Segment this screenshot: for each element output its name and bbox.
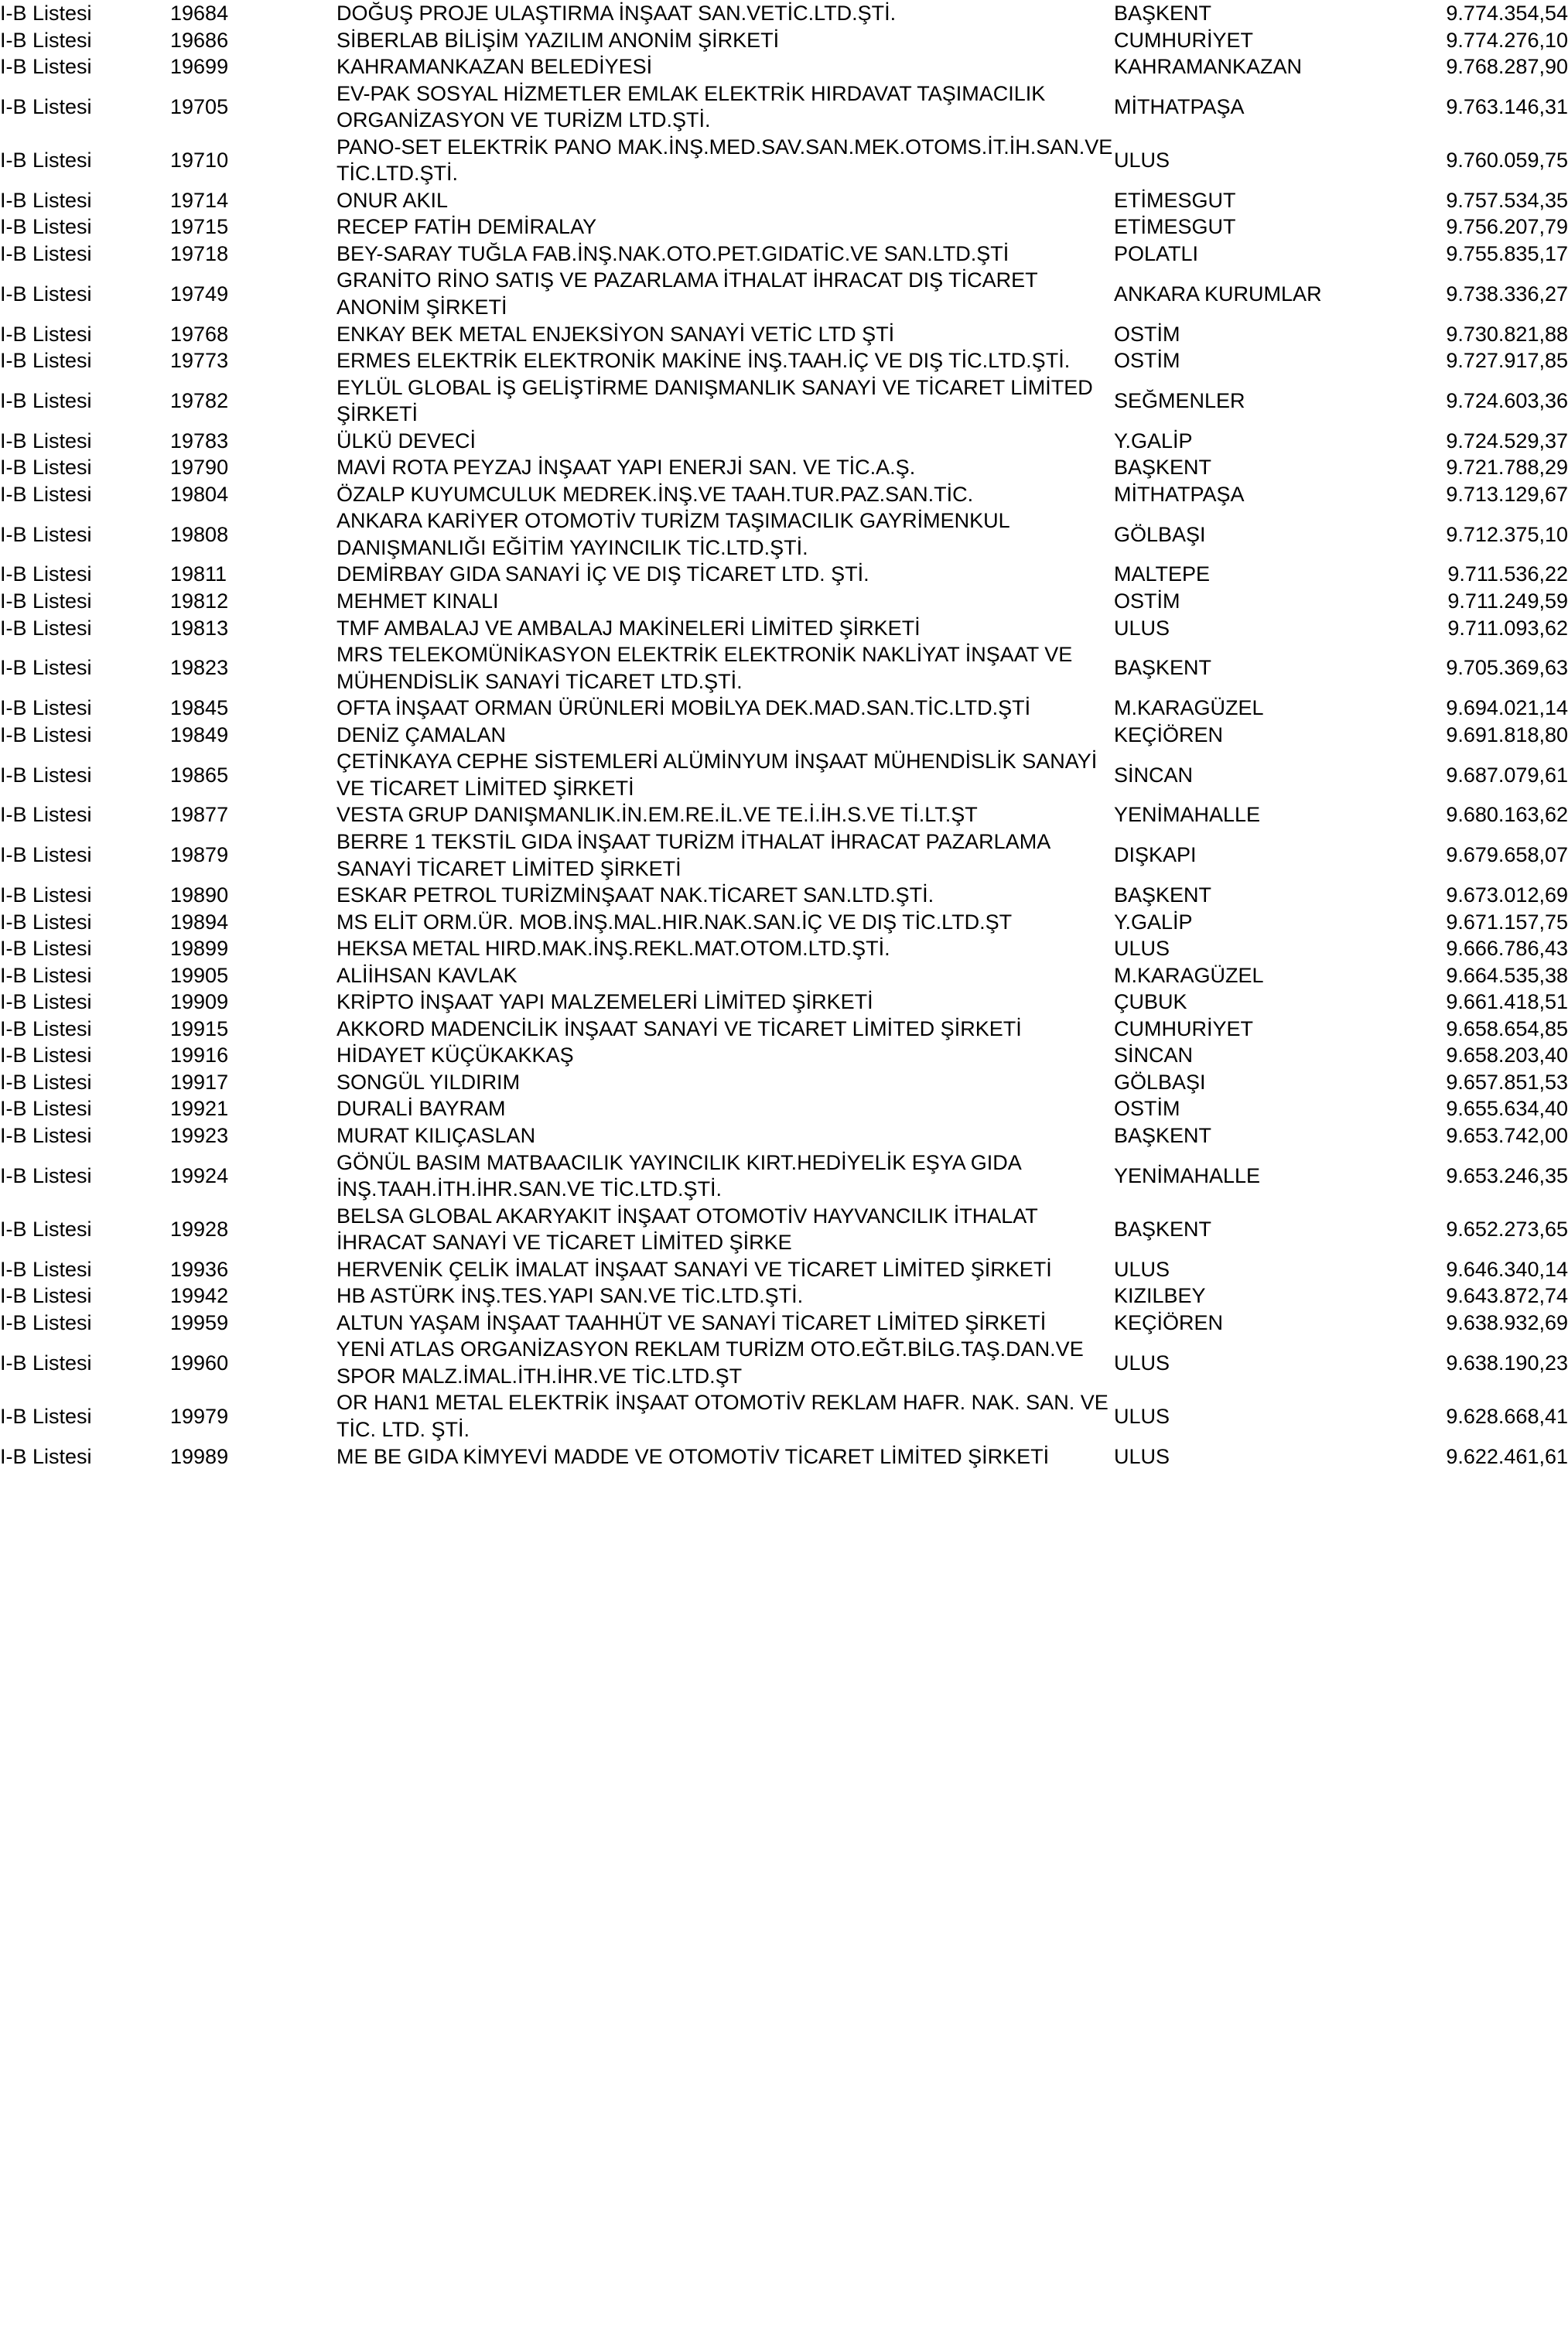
rank-cell: 19979 [170,1404,229,1428]
tax-office-cell: DIŞKAPI [1114,843,1197,867]
list-type-cell: I-B Listesi [0,1016,92,1040]
tax-office-cell: SİNCAN [1114,763,1194,787]
taxpayer-name-cell: DEMİRBAY GIDA SANAYİ İÇ VE DIŞ TİCARET LTD. ŞTİ. [336,562,869,586]
rank-cell: 19921 [170,1097,229,1121]
tax-office-cell: ÇUBUK [1114,990,1187,1014]
list-type-cell: I-B Listesi [0,910,92,934]
taxpayer-name-cell: MRS TELEKOMÜNİKASYON ELEKTRİK ELEKTRONİK NAKLİYAT İNŞAAT VE MÜHENDİSLİK SANAYİ TİCARET LTD.ŞTİ. [336,643,1073,693]
list-type-cell: I-B Listesi [0,94,92,118]
table-row [0,0,1568,27]
list-type-cell: I-B Listesi [0,322,92,346]
rank-cell: 19916 [170,1043,229,1067]
amount-cell: 9.768.287,90 [1446,55,1568,79]
list-type-cell: I-B Listesi [0,1351,92,1375]
taxpayer-name-cell: RECEP FATİH DEMİRALAY [336,215,597,239]
taxpayer-name-cell: MS ELİT ORM.ÜR. MOB.İNŞ.MAL.HIR.NAK.SAN.İÇ VE DIŞ TİC.LTD.ŞT [336,910,1013,934]
taxpayer-name-cell: ÇETİNKAYA CEPHE SİSTEMLERİ ALÜMİNYUM İNŞAAT MÜHENDİSLİK SANAYİ VE TİCARET LİMİTED ŞİRKETİ [336,750,1098,800]
tax-office-cell: KEÇİÖREN [1114,722,1224,746]
rank-cell: 19924 [170,1163,229,1187]
list-type-cell: I-B Listesi [0,589,92,613]
table-row [0,561,1568,588]
taxpayer-name-cell: OFTA İNŞAAT ORMAN ÜRÜNLERİ MOBİLYA DEK.MAD.SAN.TİC.LTD.ŞTİ [336,696,1031,720]
table-row [0,1149,1568,1203]
table-row [0,53,1568,80]
amount-cell: 9.724.603,36 [1446,388,1568,412]
list-type-cell: I-B Listesi [0,696,92,720]
list-type-cell: I-B Listesi [0,1070,92,1094]
taxpayer-name-cell: GRANİTO RİNO SATIŞ VE PAZARLAMA İTHALAT İHRACAT DIŞ TİCARET ANONİM ŞİRKETİ [336,268,1038,319]
taxpayer-name-cell: ERMES ELEKTRİK ELEKTRONİK MAKİNE İNŞ.TAAH.İÇ VE DIŞ TİC.LTD.ŞTİ. [336,349,1071,373]
amount-cell: 9.760.059,75 [1446,149,1568,172]
tax-office-cell: BAŞKENT [1114,456,1212,480]
taxpayer-name-cell: DOĞUŞ PROJE ULAŞTIRMA İNŞAAT SAN.VETİC.LTD.ŞTİ. [336,2,897,25]
table-row [0,347,1568,374]
tax-office-cell: ULUS [1114,1351,1170,1375]
list-type-cell: I-B Listesi [0,1284,92,1308]
list-type-cell: I-B Listesi [0,1043,92,1067]
list-type-cell: I-B Listesi [0,803,92,827]
tax-office-cell: OSTİM [1114,349,1180,373]
amount-cell: 9.757.534,35 [1446,188,1568,212]
tax-office-cell: BAŞKENT [1114,1217,1212,1241]
amount-cell: 9.721.788,29 [1446,456,1568,480]
rank-cell: 19686 [170,28,229,52]
tax-office-cell: ULUS [1114,616,1170,640]
taxpayer-name-cell: DENİZ ÇAMALAN [336,722,507,746]
table-row [0,374,1568,428]
taxpayer-name-cell: ONUR AKIL [336,188,449,212]
amount-cell: 9.658.654,85 [1446,1016,1568,1040]
table-row [0,962,1568,989]
tax-office-cell: M.KARAGÜZEL [1114,696,1264,720]
rank-cell: 19849 [170,722,229,746]
rank-cell: 19905 [170,963,229,987]
taxpayer-name-cell: MAVİ ROTA PEYZAJ İNŞAAT YAPI ENERJİ SAN. VE TİC.A.Ş. [336,456,916,480]
tax-office-cell: BAŞKENT [1114,2,1212,25]
taxpayer-name-cell: MEHMET KINALI [336,589,499,613]
taxpayer-name-cell: AKKORD MADENCİLİK İNŞAAT SANAYİ VE TİCARET LİMİTED ŞİRKETİ [336,1016,1022,1040]
table-row [0,989,1568,1016]
taxpayer-name-cell: PANO-SET ELEKTRİK PANO MAK.İNŞ.MED.SAV.SAN.MEK.OTOMS.İT.İH.SAN.VE TİC.LTD.ŞTİ. [336,135,1113,186]
tax-office-cell: GÖLBAŞI [1114,522,1206,546]
rank-cell: 19773 [170,349,229,373]
tax-office-cell: POLATLI [1114,241,1199,265]
amount-cell: 9.712.375,10 [1446,522,1568,546]
amount-cell: 9.730.821,88 [1446,322,1568,346]
table-row [0,641,1568,695]
tax-office-cell: M.KARAGÜZEL [1114,963,1264,987]
list-type-cell: I-B Listesi [0,522,92,546]
table-row [0,1310,1568,1337]
taxpayer-name-cell: ÖZALP KUYUMCULUK MEDREK.İNŞ.VE TAAH.TUR.PAZ.SAN.TİC. [336,482,974,506]
tax-office-cell: SİNCAN [1114,1043,1194,1067]
rank-cell: 19989 [170,1444,229,1468]
amount-cell: 9.652.273,65 [1446,1217,1568,1241]
tax-office-cell: MİTHATPAŞA [1114,482,1245,506]
tax-office-cell: ULUS [1114,1404,1170,1428]
rank-cell: 19923 [170,1123,229,1147]
table-row [0,1069,1568,1096]
table-row [0,1443,1568,1470]
list-type-cell: I-B Listesi [0,482,92,506]
taxpayer-name-cell: ÜLKÜ DEVECİ [336,429,477,453]
amount-cell: 9.666.786,43 [1446,937,1568,961]
table-row [0,1122,1568,1149]
tax-office-cell: KEÇİÖREN [1114,1310,1224,1334]
rank-cell: 19749 [170,282,229,306]
taxpayer-name-cell: OR HAN1 METAL ELEKTRİK İNŞAAT OTOMOTİV REKLAM HAFR. NAK. SAN. VE TİC. LTD. ŞTİ. [336,1391,1109,1441]
amount-cell: 9.705.369,63 [1446,656,1568,680]
tax-office-cell: OSTİM [1114,322,1180,346]
amount-cell: 9.658.203,40 [1446,1043,1568,1067]
amount-cell: 9.774.354,54 [1446,2,1568,25]
list-type-cell: I-B Listesi [0,188,92,212]
table-row [0,588,1568,615]
amount-cell: 9.727.917,85 [1446,349,1568,373]
amount-cell: 9.671.157,75 [1446,910,1568,934]
amount-cell: 9.711.249,59 [1447,589,1568,613]
taxpayer-name-cell: GÖNÜL BASIM MATBAACILIK YAYINCILIK KIRT.HEDİYELİK EŞYA GIDA İNŞ.TAAH.İTH.İHR.SAN.VE TİC.LTD.ŞTİ. [336,1150,1021,1201]
rank-cell: 19812 [170,589,229,613]
list-type-cell: I-B Listesi [0,241,92,265]
rank-cell: 19936 [170,1257,229,1281]
rank-cell: 19699 [170,55,229,79]
amount-cell: 9.638.932,69 [1446,1310,1568,1334]
amount-cell: 9.756.207,79 [1446,215,1568,239]
amount-cell: 9.643.872,74 [1446,1284,1568,1308]
list-type-cell: I-B Listesi [0,763,92,787]
list-type-cell: I-B Listesi [0,2,92,25]
table-row [0,241,1568,268]
taxpayer-name-cell: ENKAY BEK METAL ENJEKSİYON SANAYİ VETİC LTD ŞTİ [336,322,895,346]
tax-office-cell: YENİMAHALLE [1114,1163,1261,1187]
table-row [0,1389,1568,1443]
tax-office-cell: KAHRAMANKAZAN [1114,55,1303,79]
taxpayer-name-cell: DURALİ BAYRAM [336,1097,506,1121]
amount-cell: 9.655.634,40 [1446,1097,1568,1121]
table-row [0,80,1568,134]
amount-cell: 9.724.529,37 [1446,429,1568,453]
amount-cell: 9.638.190,23 [1446,1351,1568,1375]
tax-office-cell: ULUS [1114,149,1170,172]
list-type-cell: I-B Listesi [0,1163,92,1187]
taxpayer-name-cell: MURAT KILIÇASLAN [336,1123,536,1147]
tax-office-cell: MİTHATPAŞA [1114,94,1245,118]
table-row [0,1283,1568,1310]
taxpayer-name-cell: ALİİHSAN KAVLAK [336,963,518,987]
table-row [0,935,1568,962]
tax-office-cell: KIZILBEY [1114,1284,1206,1308]
tax-office-cell: BAŞKENT [1114,883,1212,907]
tax-office-cell: ETİMESGUT [1114,215,1236,239]
rank-cell: 19879 [170,843,229,867]
list-type-cell: I-B Listesi [0,843,92,867]
tax-office-cell: ETİMESGUT [1114,188,1236,212]
taxpayer-name-cell: ALTUN YAŞAM İNŞAAT TAAHHÜT VE SANAYİ TİCARET LİMİTED ŞİRKETİ [336,1310,1047,1334]
taxpayer-name-cell: HİDAYET KÜÇÜKAKKAŞ [336,1043,574,1067]
rank-cell: 19782 [170,388,229,412]
table-row [0,428,1568,455]
amount-cell: 9.774.276,10 [1446,28,1568,52]
table-row [0,909,1568,936]
table-row [0,748,1568,801]
amount-cell: 9.738.336,27 [1446,282,1568,306]
rank-cell: 19684 [170,2,229,25]
list-type-cell: I-B Listesi [0,883,92,907]
amount-cell: 9.657.851,53 [1446,1070,1568,1094]
tax-office-cell: OSTİM [1114,589,1180,613]
amount-cell: 9.713.129,67 [1446,482,1568,506]
tax-office-cell: MALTEPE [1114,562,1211,586]
amount-cell: 9.680.163,62 [1446,803,1568,827]
list-type-cell: I-B Listesi [0,1444,92,1468]
list-type-cell: I-B Listesi [0,429,92,453]
amount-cell: 9.687.079,61 [1446,763,1568,787]
amount-cell: 9.763.146,31 [1446,94,1568,118]
amount-cell: 9.646.340,14 [1446,1257,1568,1281]
amount-cell: 9.679.658,07 [1446,843,1568,867]
amount-cell: 9.653.246,35 [1446,1163,1568,1187]
table-row [0,1256,1568,1283]
taxpayer-name-cell: ME BE GIDA KİMYEVİ MADDE VE OTOMOTİV TİCARET LİMİTED ŞİRKETİ [336,1444,1050,1468]
tax-office-cell: ULUS [1114,1257,1170,1281]
list-type-cell: I-B Listesi [0,963,92,987]
taxpayer-name-cell: SONGÜL YILDIRIM [336,1070,521,1094]
tax-office-cell: GÖLBAŞI [1114,1070,1206,1094]
tax-office-cell: SEĞMENLER [1114,388,1245,412]
table-row [0,615,1568,642]
tax-office-cell: BAŞKENT [1114,1123,1212,1147]
taxpayer-name-cell: KRİPTO İNŞAAT YAPI MALZEMELERİ LİMİTED ŞİRKETİ [336,990,873,1014]
taxpayer-name-cell: YENİ ATLAS ORGANİZASYON REKLAM TURİZM OTO.EĞT.BİLG.TAŞ.DAN.VE SPOR MALZ.İMAL.İTH.İHR.VE TİC.LTD.ŞT [336,1337,1084,1388]
list-type-cell: I-B Listesi [0,656,92,680]
table-row [0,1336,1568,1389]
list-type-cell: I-B Listesi [0,28,92,52]
rank-cell: 19877 [170,803,229,827]
table-row [0,828,1568,882]
table-row [0,801,1568,828]
list-type-cell: I-B Listesi [0,1404,92,1428]
taxpayer-name-cell: SİBERLAB BİLİŞİM YAZILIM ANONİM ŞİRKETİ [336,28,780,52]
tax-office-cell: ANKARA KURUMLAR [1114,282,1322,306]
taxpayer-name-cell: HB ASTÜRK İNŞ.TES.YAPI SAN.VE TİC.LTD.ŞTİ. [336,1284,804,1308]
rank-cell: 19705 [170,94,229,118]
table-row [0,1095,1568,1122]
list-type-cell: I-B Listesi [0,1257,92,1281]
amount-cell: 9.661.418,51 [1446,990,1568,1014]
rank-cell: 19917 [170,1070,229,1094]
list-type-cell: I-B Listesi [0,937,92,961]
table-row [0,1016,1568,1043]
amount-cell: 9.711.536,22 [1447,562,1568,586]
rank-cell: 19915 [170,1016,229,1040]
list-type-cell: I-B Listesi [0,1217,92,1241]
list-type-cell: I-B Listesi [0,349,92,373]
rank-cell: 19790 [170,456,229,480]
taxpayer-name-cell: HEKSA METAL HIRD.MAK.İNŞ.REKL.MAT.OTOM.LTD.ŞTİ. [336,937,890,961]
tax-office-cell: Y.GALİP [1114,429,1193,453]
tax-office-cell: OSTİM [1114,1097,1180,1121]
taxpayer-name-cell: VESTA GRUP DANIŞMANLIK.İN.EM.RE.İL.VE TE.İ.İH.S.VE Tİ.LT.ŞT [336,803,978,827]
rank-cell: 19783 [170,429,229,453]
taxpayer-name-cell: BEY-SARAY TUĞLA FAB.İNŞ.NAK.OTO.PET.GIDATİC.VE SAN.LTD.ŞTİ [336,241,1009,265]
table-row [0,1203,1568,1256]
rank-cell: 19865 [170,763,229,787]
tax-office-cell: CUMHURİYET [1114,28,1253,52]
rank-cell: 19959 [170,1310,229,1334]
list-type-cell: I-B Listesi [0,990,92,1014]
taxpayer-name-cell: BELSA GLOBAL AKARYAKIT İNŞAAT OTOMOTİV HAYVANCILIK İTHALAT İHRACAT SANAYİ VE TİCARET LİMİTED ŞİRKE [336,1204,1038,1255]
table-row [0,267,1568,320]
table-row [0,134,1568,187]
rank-cell: 19928 [170,1217,229,1241]
list-type-cell: I-B Listesi [0,282,92,306]
taxpayer-name-cell: HERVENİK ÇELİK İMALAT İNŞAAT SANAYİ VE TİCARET LİMİTED ŞİRKETİ [336,1257,1052,1281]
amount-cell: 9.755.835,17 [1446,241,1568,265]
table-row [0,454,1568,481]
list-type-cell: I-B Listesi [0,456,92,480]
table-row [0,722,1568,749]
rank-cell: 19813 [170,616,229,640]
list-type-cell: I-B Listesi [0,215,92,239]
rank-cell: 19718 [170,241,229,265]
rank-cell: 19808 [170,522,229,546]
rank-cell: 19714 [170,188,229,212]
table-row [0,213,1568,241]
taxpayer-name-cell: EYLÜL GLOBAL İŞ GELİŞTİRME DANIŞMANLIK SANAYİ VE TİCARET LİMİTED ŞİRKETİ [336,375,1093,426]
list-type-cell: I-B Listesi [0,616,92,640]
amount-cell: 9.694.021,14 [1446,696,1568,720]
rank-cell: 19909 [170,990,229,1014]
rank-cell: 19960 [170,1351,229,1375]
rank-cell: 19899 [170,937,229,961]
table-row [0,321,1568,348]
rank-cell: 19811 [170,562,227,586]
tax-office-cell: ULUS [1114,937,1170,961]
list-type-cell: I-B Listesi [0,1123,92,1147]
table-row [0,507,1568,561]
rank-cell: 19894 [170,910,229,934]
list-type-cell: I-B Listesi [0,722,92,746]
taxpayer-name-cell: ANKARA KARİYER OTOMOTİV TURİZM TAŞIMACILIK GAYRİMENKUL DANIŞMANLIĞI EĞİTİM YAYINCILIK TİC.LTD.ŞTİ. [336,509,1009,559]
tax-office-cell: BAŞKENT [1114,656,1212,680]
table-row [0,187,1568,214]
table-row [0,882,1568,909]
taxpayer-name-cell: ESKAR PETROL TURİZMİNŞAAT NAK.TİCARET SAN.LTD.ŞTİ. [336,883,934,907]
amount-cell: 9.628.668,41 [1446,1404,1568,1428]
rank-cell: 19715 [170,215,229,239]
rank-cell: 19710 [170,149,229,172]
table-row [0,27,1568,54]
amount-cell: 9.711.093,62 [1447,616,1568,640]
rank-cell: 19823 [170,656,229,680]
rank-cell: 19890 [170,883,229,907]
taxpayer-name-cell: BERRE 1 TEKSTİL GIDA İNŞAAT TURİZM İTHALAT İHRACAT PAZARLAMA SANAYİ TİCARET LİMİTED ŞİRKETİ [336,829,1050,880]
amount-cell: 9.653.742,00 [1446,1123,1568,1147]
tax-office-cell: ULUS [1114,1444,1170,1468]
tax-office-cell: YENİMAHALLE [1114,803,1261,827]
rank-cell: 19845 [170,696,229,720]
taxpayer-name-cell: KAHRAMANKAZAN BELEDİYESİ [336,55,653,79]
taxpayer-name-cell: TMF AMBALAJ VE AMBALAJ MAKİNELERİ LİMİTED ŞİRKETİ [336,616,921,640]
amount-cell: 9.664.535,38 [1446,963,1568,987]
tax-office-cell: Y.GALİP [1114,910,1193,934]
table-row [0,481,1568,508]
list-type-cell: I-B Listesi [0,388,92,412]
rank-cell: 19804 [170,482,229,506]
list-type-cell: I-B Listesi [0,562,92,586]
table-row [0,695,1568,722]
amount-cell: 9.622.461,61 [1446,1444,1568,1468]
list-type-cell: I-B Listesi [0,1097,92,1121]
tax-office-cell: CUMHURİYET [1114,1016,1253,1040]
list-type-cell: I-B Listesi [0,55,92,79]
list-type-cell: I-B Listesi [0,1310,92,1334]
rank-cell: 19942 [170,1284,229,1308]
taxpayer-name-cell: EV-PAK SOSYAL HİZMETLER EMLAK ELEKTRİK HIRDAVAT TAŞIMACILIK ORGANİZASYON VE TURİZM LTD.ŞTİ. [336,81,1046,132]
rank-cell: 19768 [170,322,229,346]
amount-cell: 9.691.818,80 [1446,722,1568,746]
amount-cell: 9.673.012,69 [1446,883,1568,907]
list-type-cell: I-B Listesi [0,149,92,172]
table-row [0,1042,1568,1069]
